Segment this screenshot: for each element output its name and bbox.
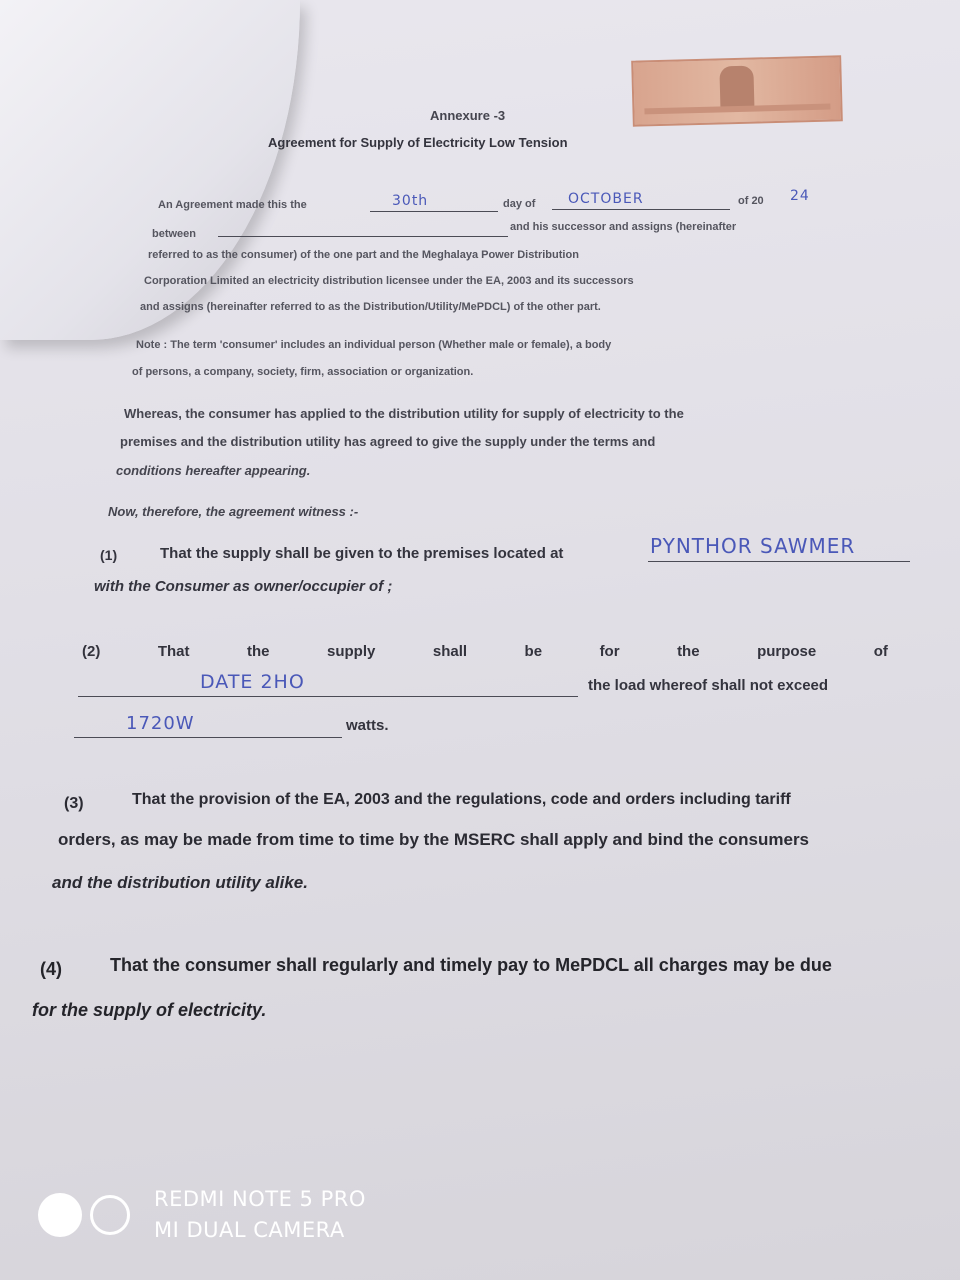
clause4-line1: That the consumer shall regularly and timely pay to MePDCL all charges may be due xyxy=(110,955,832,975)
camera-watermark xyxy=(38,1184,366,1246)
whereas-line2: premises and the distribution utility has agreed to give the supply under the terms and xyxy=(120,434,656,449)
month-blank xyxy=(552,209,730,210)
clause2-word: That xyxy=(157,643,190,660)
intro-line2-b: and his successor and assigns (hereinafter xyxy=(510,221,737,233)
intro-line2-a: between xyxy=(152,228,197,240)
stamp-emblem-icon xyxy=(719,66,754,111)
camera-watermark-text xyxy=(154,1184,366,1246)
watermark-line2: MI DUAL CAMERA xyxy=(154,1218,345,1242)
location-blank xyxy=(648,561,910,562)
note-line1: Note : The term 'consumer' includes an individual person (Whether male or female), a body xyxy=(136,339,612,351)
clause2-row xyxy=(82,643,888,660)
watermark-line1: REDMI NOTE 5 PRO xyxy=(154,1187,366,1211)
intro-line1-b: day of xyxy=(503,198,536,210)
whereas-line1: Whereas, the consumer has applied to the distribution utility for supply of electricity to the xyxy=(124,406,684,421)
purpose-value: DATE 2HO xyxy=(200,671,305,693)
clause3-line2: orders, as may be made from time to time by the MSERC shall apply and bind the consumers xyxy=(58,830,810,849)
watts-blank xyxy=(74,737,342,738)
clause1-line2: with the Consumer as owner/occupier of ; xyxy=(94,578,393,595)
clause1-text: That the supply shall be given to the premises located at xyxy=(160,545,564,562)
camera-ring-icon xyxy=(90,1195,130,1235)
clause3-number: (3) xyxy=(64,795,84,812)
intro-line1-c: of 20 xyxy=(738,195,764,207)
clause2-number: (2) xyxy=(82,643,101,660)
clause4-line2: for the supply of electricity. xyxy=(32,1000,267,1020)
clause2-word: shall xyxy=(432,643,468,660)
clause2-word: supply xyxy=(327,643,376,660)
clause2-word: be xyxy=(524,643,543,660)
intro-line4: Corporation Limited an electricity distribution licensee under the EA, 2003 and its successors xyxy=(144,275,634,287)
location-value: PYNTHOR SAWMER xyxy=(650,534,856,558)
clause2-word: of xyxy=(873,643,888,660)
clause2-load-text: the load whereof shall not exceed xyxy=(588,677,829,694)
clause4-number: (4) xyxy=(40,959,62,979)
intro-line3: referred to as the consumer) of the one part and the Meghalaya Power Distribution xyxy=(148,249,579,261)
clause2-word: the xyxy=(677,643,700,660)
annexure-label: Annexure -3 xyxy=(430,108,506,123)
intro-line5: and assigns (hereinafter referred to as the Distribution/Utility/MePDCL) of the other part. xyxy=(140,301,601,313)
clause2-word: for xyxy=(599,643,620,660)
witness-line: Now, therefore, the agreement witness :- xyxy=(108,504,359,519)
whereas-line3: conditions hereafter appearing. xyxy=(116,463,311,478)
day-blank xyxy=(370,211,498,212)
month-value: OCTOBER xyxy=(568,191,644,207)
day-value: 30th xyxy=(392,193,429,209)
document-title: Agreement for Supply of Electricity Low Tension xyxy=(268,135,568,150)
clause3-line3: and the distribution utility alike. xyxy=(52,873,308,892)
purpose-blank xyxy=(78,696,578,697)
note-line2: of persons, a company, society, firm, association or organization. xyxy=(132,366,474,378)
consumer-name-blank xyxy=(218,236,508,237)
clause3-line1: That the provision of the EA, 2003 and the regulations, code and orders including tariff xyxy=(132,791,791,808)
watts-label: watts. xyxy=(346,717,389,734)
clause1-number: (1) xyxy=(100,547,118,563)
clause2-word: purpose xyxy=(757,643,817,660)
camera-dot-icon xyxy=(38,1193,82,1237)
revenue-stamp xyxy=(631,55,843,126)
stamp-band xyxy=(644,104,830,115)
watts-value: 1720W xyxy=(126,713,195,734)
intro-line1-a: An Agreement made this the xyxy=(158,199,307,211)
year-value: 24 xyxy=(790,188,810,204)
clause2-word: the xyxy=(247,643,270,660)
